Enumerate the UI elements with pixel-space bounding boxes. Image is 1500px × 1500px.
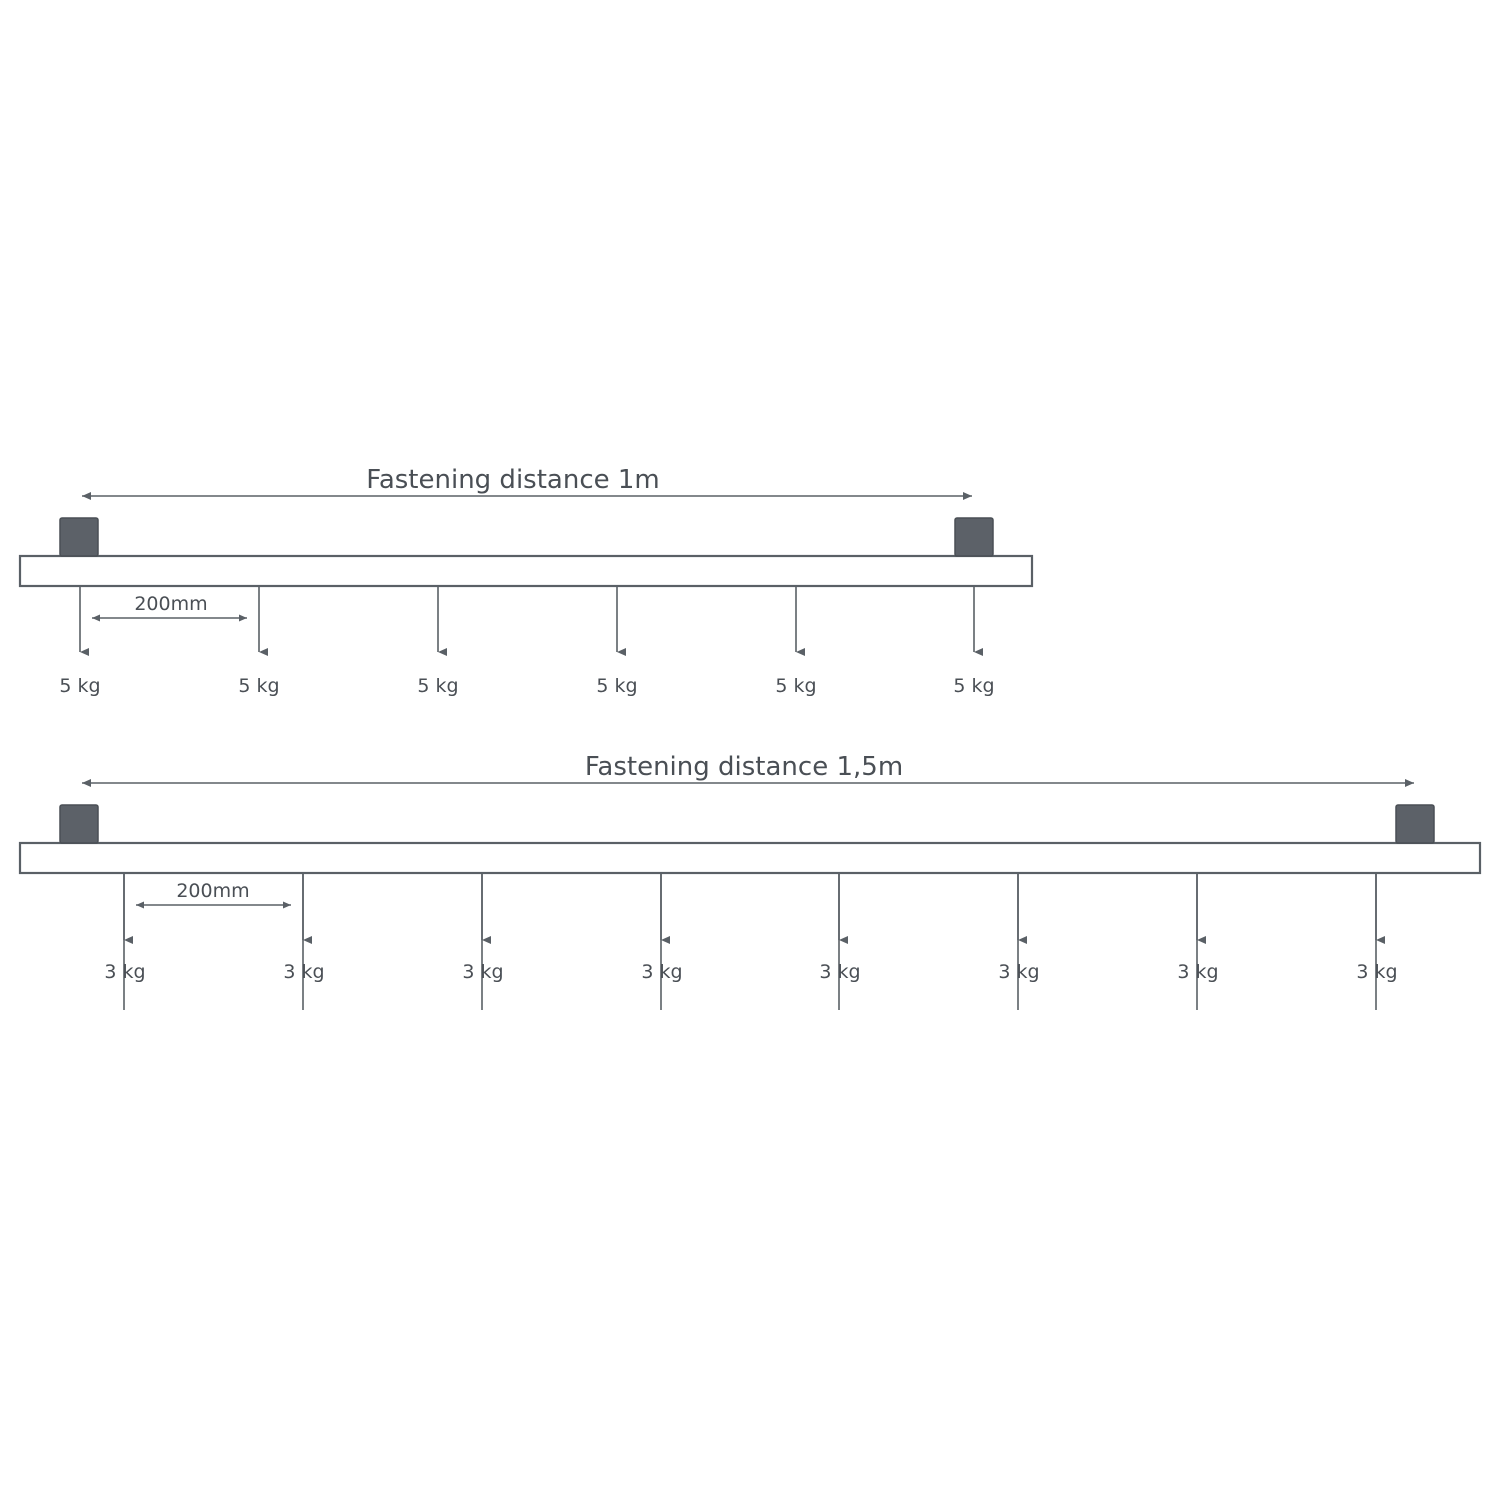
load-label-top-4: 5 kg [596, 675, 638, 697]
load-label-bottom-4: 3 kg [641, 961, 683, 983]
diagram-top [20, 465, 1032, 697]
spacing-label-bottom: 200mm [176, 880, 250, 902]
load-label-top-2: 5 kg [238, 675, 280, 697]
load-label-bottom-2: 3 kg [283, 961, 325, 983]
load-label-top-1: 5 kg [59, 675, 101, 697]
rail-bottom [20, 843, 1480, 873]
load-label-bottom-1: 3 kg [104, 961, 146, 983]
spacing-label-top: 200mm [134, 593, 208, 615]
load-label-bottom-6: 3 kg [998, 961, 1040, 983]
load-label-bottom-3: 3 kg [462, 961, 504, 983]
load-label-top-3: 5 kg [417, 675, 459, 697]
load-label-top-6: 5 kg [953, 675, 995, 697]
bracket-top-left [60, 518, 98, 556]
rail-top [20, 556, 1032, 586]
bracket-bottom-left [60, 805, 98, 843]
diagram-bottom [20, 752, 1480, 1010]
bracket-bottom-right [1396, 805, 1434, 843]
load-label-bottom-5: 3 kg [819, 961, 861, 983]
load-label-bottom-8: 3 kg [1356, 961, 1398, 983]
load-label-bottom-7: 3 kg [1177, 961, 1219, 983]
diagram-top-title: Fastening distance 1m [366, 465, 660, 495]
bracket-top-right [955, 518, 993, 556]
diagram-bottom-title: Fastening distance 1,5m [584, 752, 904, 782]
load-label-top-5: 5 kg [775, 675, 817, 697]
